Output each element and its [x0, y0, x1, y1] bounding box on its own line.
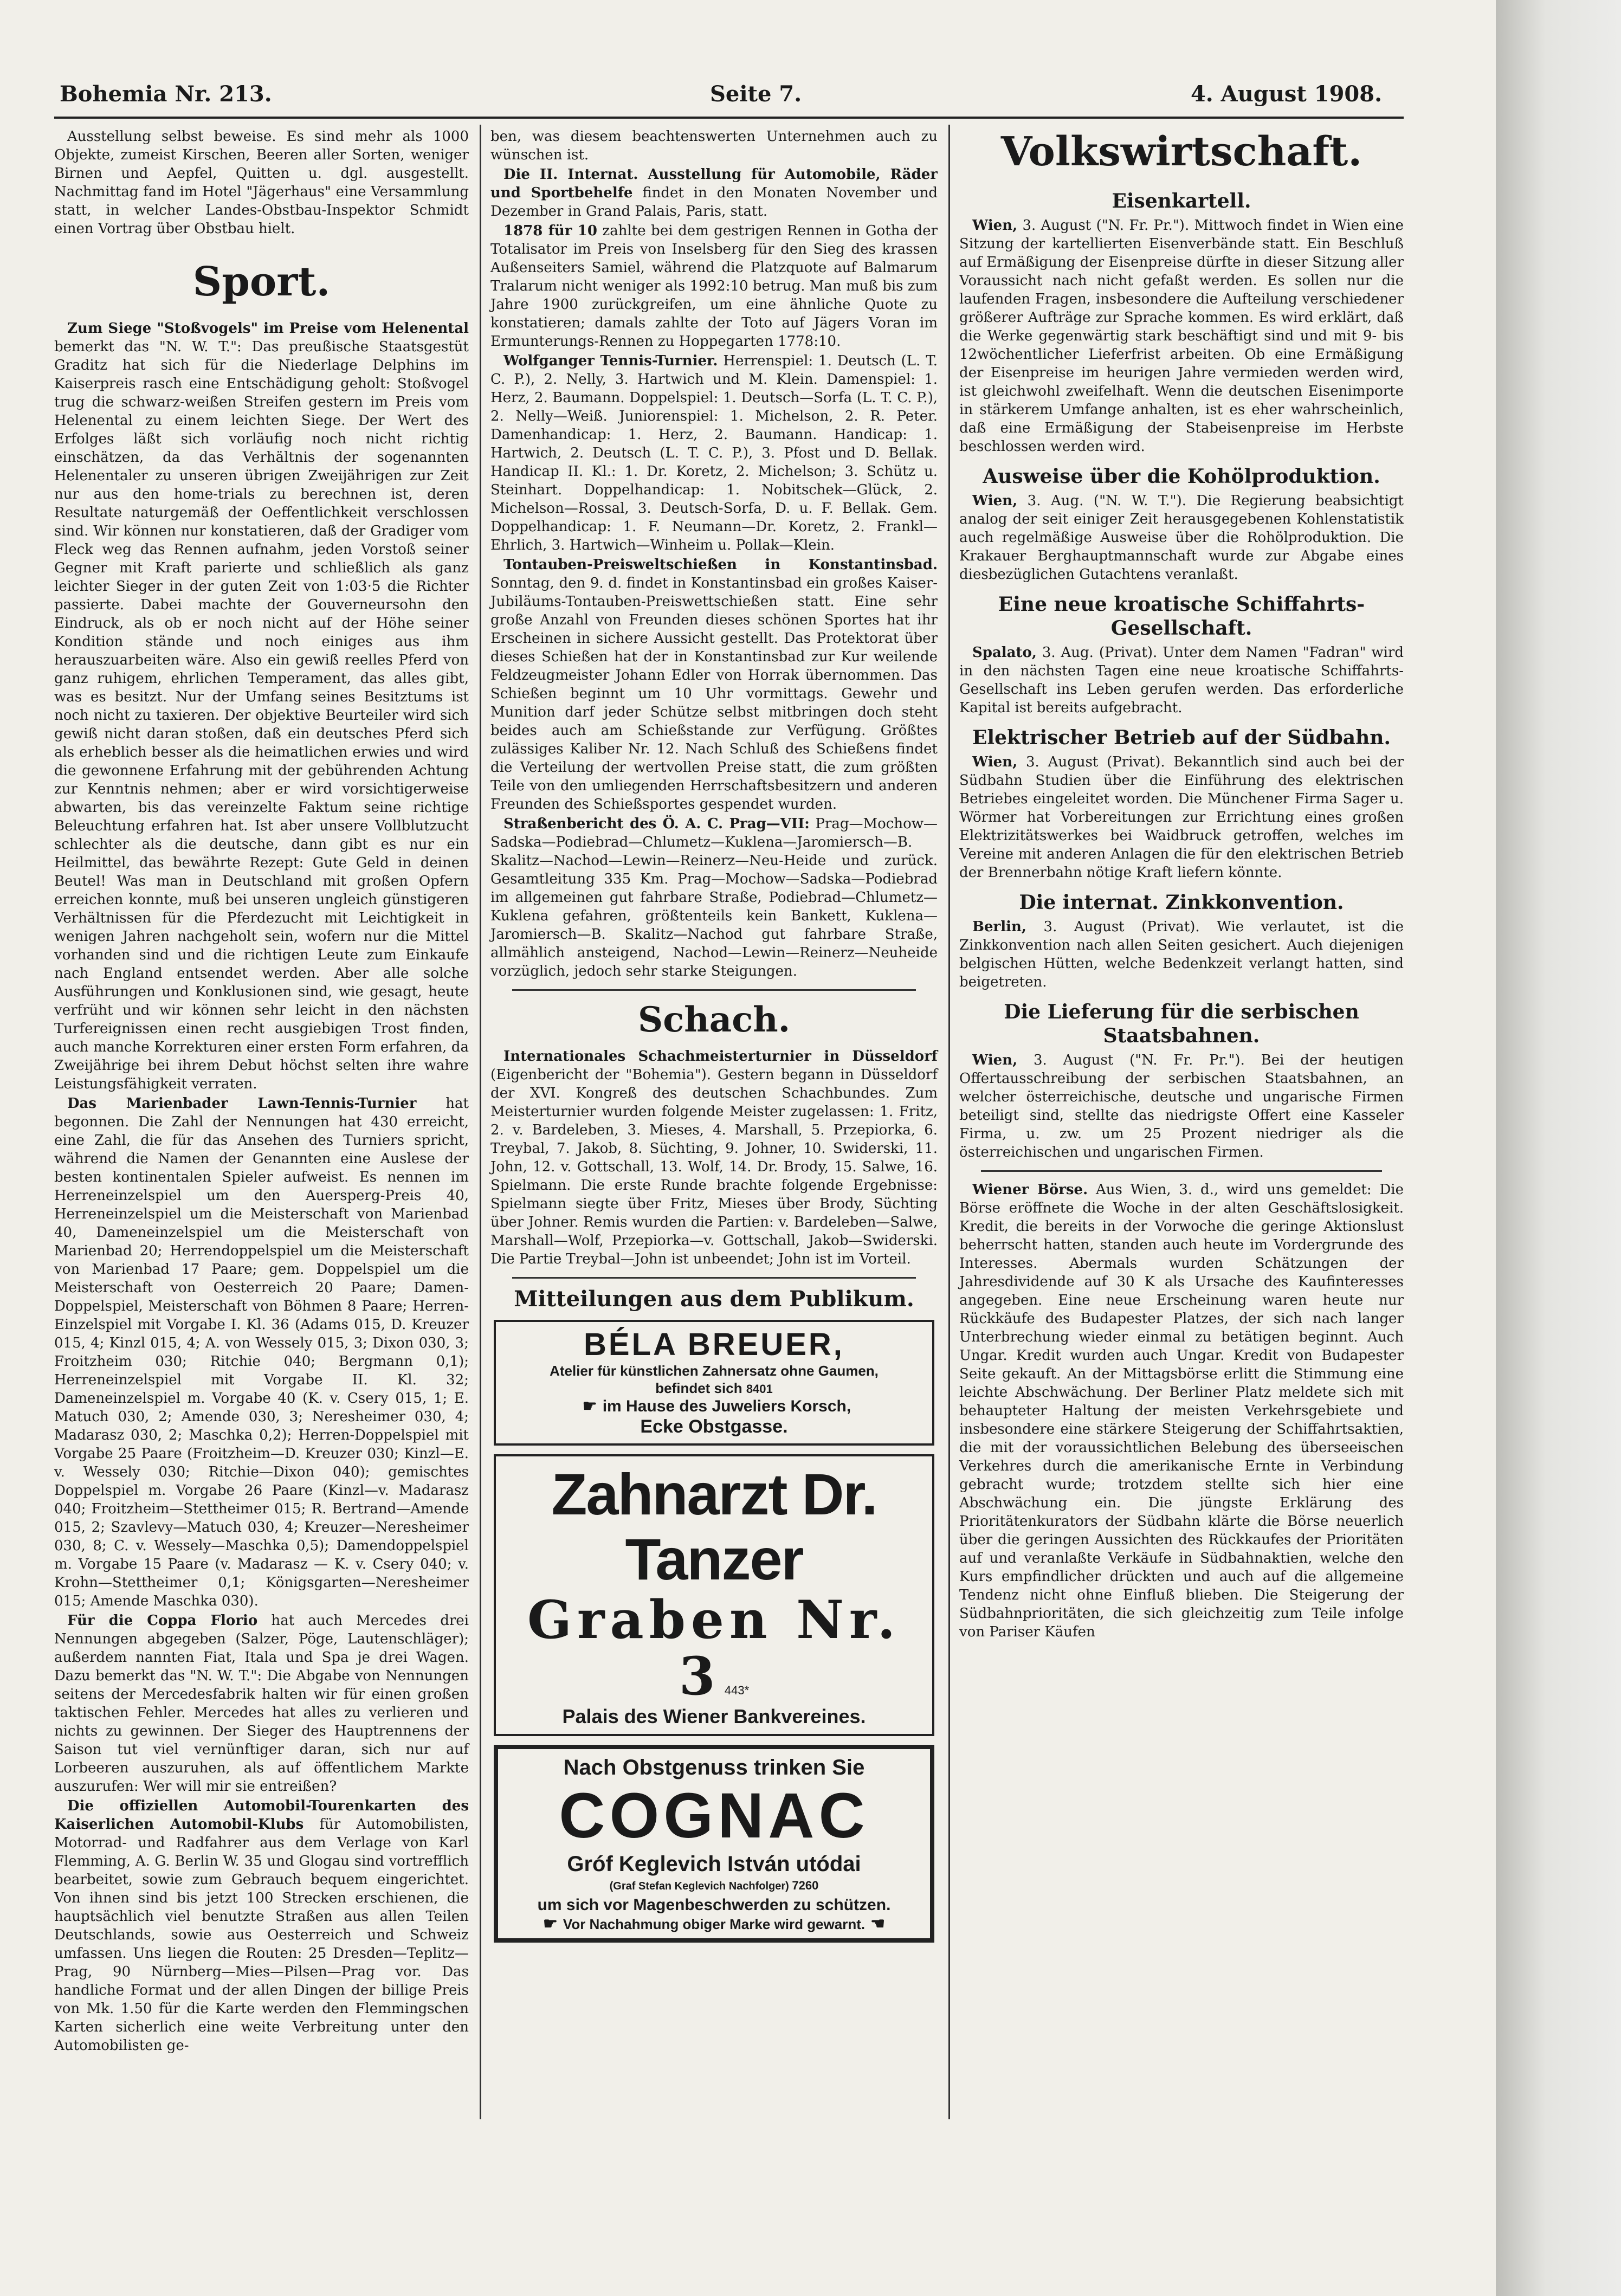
section-heading-sport: Sport. [192, 259, 331, 305]
article-kohoel [959, 492, 1404, 584]
article-body: 3. August (Privat). Wie verlautet, ist die Zinkkonvention nach allen Seiten gesichert. Auch diejenigen belgischen Hütten, welche Bedenkzeit verlangt hatten, sind beigetreten. [959, 919, 1404, 990]
article-wolfgang [490, 352, 938, 554]
article-lead: Die offiziellen Automobil-Tourenkarten des Kaiserlichen Automobil-Klubs [54, 1798, 469, 1833]
article-karten [54, 1797, 469, 2055]
article-lead: Spalato, [972, 644, 1037, 661]
ad-cognac-line3: ☛ Vor Nachahmung obiger Marke wird gewarnt. ☚ [543, 1915, 885, 1933]
header-rule [54, 117, 1404, 119]
subheading-elektrisch: Elektrischer Betrieb auf der Südbahn. [972, 726, 1391, 749]
header-page-number: Seite 7. [710, 81, 802, 107]
article-lead: Internationales Schachmeisterturnier in Düsseldorf [503, 1048, 938, 1065]
article-schiffahrt [959, 643, 1404, 717]
ad-cognac-line1: Nach Obstgenuss trinken Sie [563, 1756, 865, 1779]
article-text: Ausstellung selbst beweise. Es sind mehr als 1000 Objekte, zumeist Kirschen, Beeren aller Sorten, weniger Birnen und Aepfel, Quitten u. dgl. ausgestellt. Nachmittag fand im Hotel "Jägerhaus" eine Versammlung statt, in welcher Landes-Obstbau-Inspektor Schmidt einen Vortrag über Obstbau hielt. [54, 128, 469, 237]
divider [512, 1277, 916, 1279]
article-lieferung [959, 1051, 1404, 1162]
subheading-eisenkartell: Eisenkartell. [1112, 190, 1251, 212]
ad-cognac-brand: COGNAC [559, 1780, 869, 1852]
column-2 [490, 127, 938, 1951]
column-3 [959, 127, 1404, 1642]
article-coppa [54, 1611, 469, 1796]
article-1878 [490, 222, 938, 351]
article-lead: Zum Siege "Stoßvogels" im Preise vom Helenental [67, 320, 469, 337]
article-lead: Wien, [972, 217, 1018, 234]
header-date: 4. August 1908. [1190, 81, 1382, 107]
ad-breuer-line2: befindet sich 8401 [655, 1380, 773, 1396]
article-lead: Wien, [972, 1052, 1018, 1068]
article-lead: Wien, [972, 493, 1018, 509]
divider [512, 989, 916, 991]
ad-breuer-code: 8401 [746, 1382, 773, 1396]
article-marienbad [54, 1094, 469, 1610]
article-body: 3. Aug. ("N. W. T."). Die Regierung beabsichtigt analog der seit einiger Zeit herausgegebenen Kohlenstatistik auch regelmäßige Ausweise über die Rohölproduktion. Die Krakauer Berghauptmannschaft wurde zur Abgabe eines diesbezüglichen Gutachtens veranlaßt. [959, 493, 1404, 583]
article-body: zahlte bei dem gestrigen Rennen in Gotha der Totalisator im Preis von Inselsberg für den Sieg des krassen Außenseiters Samiel, während die Platzquote auf Balmarum Tralarum nicht weniger als 1992:10 betrug. Man muß bis zum Jahre 1900 zurückgreifen, um eine ähnliche Quote zu konstatieren; damals zahlte der Toto auf Jägers Voran im Ermunterungs-Rennen zu Hoppegarten 1778:10. [490, 223, 938, 350]
article-lead: Die II. Internat. Ausstellung für Automobile, Räder und Sportbehelfe [490, 166, 938, 201]
article-body: 3. August (Privat). Bekanntlich sind auch bei der Südbahn Studien über die Einführung des elektrischen Betriebes eingeleitet worden. Die Münchener Firma Sager u. Wörmer hat Vorbereitungen zur Errichtung eines großen Elektrizitätswerkes bei Waidbruck getroffen, welches im Vereine mit anderen Anlagen die für den elektrischen Betrieb der Brennerbahn nötige Kraft liefern könnte. [959, 754, 1404, 881]
article-stossvogel [54, 319, 469, 1093]
article-zink [959, 918, 1404, 991]
ad-cognac-line2: um sich vor Magenbeschwerden zu schützen. [537, 1896, 891, 1914]
article-body: Sonntag, den 9. d. findet in Konstantinsbad ein großes Kaiser-Jubiläums-Tontauben-Preiswettschießen statt. Eine sehr große Anzahl von Freunden dieses schönen Sportes hat ihr Erscheinen in sichere Aussicht gestellt. Das Protektorat über dieses Schießen hat der in Konstantinsbad zur Kur weilende Feldzeugmeister Johann Edler von Horrak übernommen. Das Schießen beginnt um 10 Uhr vormittags. Gewehr und Munition darf jeder Schütze selbst mitbringen doch steht beides auch am Schießstande zur Verfügung. Größtes zulässiges Kaliber Nr. 12. Nach Schluß des Schießens findet die Verteilung der wertvollen Preise statt, die zum größten Teile von den umliegenden Herrschaftsbesitzern und anderen Freunden des Schießsportes gespendet wurden. [490, 575, 938, 812]
article-lead: Das Marienbader Lawn-Tennis-Turnier [67, 1095, 417, 1112]
article-body: 3. August ("N. Fr. Pr."). Bei der heutigen Offertausschreibung der serbischen Staatsbahnen, an welcher österreichische, deutsche und ungarische Firmen beteiligt sind, stellte das niedrigste Offert eine Kasseler Firma, u. zw. um 25 Prozent niedriger als die österreichischen und ungarischen Firmen. [959, 1052, 1404, 1160]
divider [981, 1170, 1382, 1172]
article-body: Aus Wien, 3. d., wird uns gemeldet: Die Börse eröffnete die Woche in der alten Geschäftslosigkeit. Kredit, die bereits in der Vorwoche die geringe Aktionslust beherrscht hatten, standen auch heute im Vordergrunde des Interesses. Abermals wurden Schätzungen der Jahresdividende auf 30 K als Ursache des Kaufinteresses angegeben. Eine neue Erscheinung waren heute nur Rückkäufe des Budapester Platzes, der sich nach langer Unterbrechung wieder einmal zu betätigen beginnt. Auch Ungar. Kredit wurden auch Ungar. Kredit von Budapester Seite gekauft. An der Mittagsbörse erlitt die Stimmung eine leichte Abschwächung. Der Berliner Platz meldete sich mit behaupteter Haltung der meisten Verkehrsgebiete und insbesondere eine stärkere Steigerung der Schiffahrtsaktien, die mit der voraussichtlichen Belebung des überseeischen Verkehres durch die amerikanische Ernte in Verbindung gebracht wurde; trotzdem stellte sich hier eine Abschwächung ein. Die jüngste Erklärung des Prioritätenkurators der Südbahn klärte die Börse neuerlich über die geringen Aussichten des Rückkaufes der Prioritäten auf und veranlaßte Verkäufe in Südbahnaktien, welche den Kurs empfindlicher drückten und auch auf die allgemeine Tendenz nicht ohne Einfluß blieben. Die Steigerung der Südbahnprioritäten, die sich gleichzeitig zum Teile infolge von Pariser Käufen [959, 1182, 1404, 1640]
article-boerse [959, 1181, 1404, 1641]
article-lead: Tontauben-Preisweltschießen in Konstantinsbad. [503, 557, 938, 573]
ad-tanzer-line: Palais des Wiener Bankvereines. [562, 1705, 866, 1727]
ad-cognac-maker: Gróf Keglevich István utódai [567, 1852, 861, 1876]
article-lead: Wolfganger Tennis-Turnier. [503, 353, 718, 369]
article-body: hat auch Mercedes drei Nennungen abgegeben (Salzer, Pöge, Lautenschläger); außerdem nannten Fiat, Itala und Spa je drei Wagen. Dazu bemerkt das "N. W. T.": Die Abgabe von Nennungen seitens der Mercedesfabrik halten wir für einen großen taktischen Fehler. Mercedes hat alles zu verlieren und nichts zu gewinnen. Der Sieger des Hauptrennens der Saison tut viel vernünftiger daran, sich nur auf Lorbeeren auszuruhen, als auf öffentlichem Markte auszurufen: Wer will mir sie entreißen? [54, 1613, 469, 1795]
ad-tanzer-street: Graben Nr. 3 [527, 1589, 901, 1707]
column-rule-1 [480, 125, 481, 2119]
ad-tanzer-code: 443* [724, 1684, 750, 1697]
article-lead: 1878 für 10 [503, 223, 597, 239]
section-heading-mitteilungen: Mitteilungen aus dem Publikum. [514, 1286, 914, 1312]
section-heading-schach: Schach. [638, 999, 790, 1040]
pointing-hand-icon: ☚ [870, 1915, 885, 1933]
column-rule-2 [948, 125, 950, 2119]
article-ausstellung [490, 165, 938, 221]
article-body: (Eigenbericht der "Bohemia"). Gestern begann in Düsseldorf der XVI. Kongreß des deutschen Schachbundes. Zum Meisterturnier wurden folgende Meister zugelassen: 1. Fritz, 2. v. Bardeleben, 3. Mieses, 4. Marshall, 5. Przepiorka, 6. Treybal, 7. Jakob, 8. Süchting, 9. Johner, 10. Swiderski, 11. John, 12. v. Gottschall, 13. Wolf, 14. Dr. Brody, 15. Salwe, 16. Spielmann. Die erste Runde brachte folgende Ergebnisse: Spielmann siegte über Fritz, Mieses über Brody, Süchting über Johner. Remis wurden die Partien: v. Bardeleben—Salwe, Marshall—Wolf, Przepiorka—v. Gottschall, Jakob—Swiderski. Die Partie Treybal—John ist unbeendet; John ist im Vorteil. [490, 1067, 938, 1267]
ad-breuer-line4: Ecke Obstgasse. [640, 1416, 788, 1437]
article-eisen [959, 216, 1404, 456]
ad-tanzer-street-line [503, 1589, 925, 1707]
pointing-hand-icon: ☛ [543, 1915, 558, 1933]
article-elektrisch [959, 753, 1404, 882]
subheading-zink: Die internat. Zinkkonvention. [1019, 891, 1344, 914]
pointing-hand-icon: ☛ [582, 1397, 597, 1415]
scan-margin [1496, 0, 1621, 2296]
ad-tanzer-title: Zahnarzt Dr. Tanzer [551, 1461, 877, 1592]
ad-breuer-line1: Atelier für künstlichen Zahnersatz ohne Gaumen, [550, 1363, 879, 1379]
ad-cognac-code: 7260 [792, 1879, 819, 1892]
subheading-kohoel: Ausweise über die Kohölproduktion. [983, 465, 1380, 488]
header-paper-issue: Bohemia Nr. 213. [60, 81, 272, 107]
article-strassen [490, 815, 938, 981]
article-tontauben [490, 556, 938, 814]
advertisement-tanzer [494, 1454, 934, 1736]
article-lead: Berlin, [972, 919, 1026, 935]
article-body: Herrenspiel: 1. Deutsch (L. T. C. P.), 2. Nelly, 3. Hartwich und M. Klein. Damenspiel: 1. Herz, 2. Baumann. Doppelspiel: 1. Deutsch—Sorfa (L. T. C. P.), 2. Nelly—Weiß. Juniorenspiel: 1. Michelson, 2. R. Peter. Damenhandicap: 1. Herz, 2. Baumann. Handicap: 1. Hartwich, 2. Deutsch (L. T. C. P.), 3. Pfost und D. Bellak. Handicap II. Kl.: 1. Dr. Koretz, 2. Michelson; 3. Schütz u. Steinhart. Doppelhandicap: 1. Nobitschek—Glück, 2. Michelson—Rossal, 3. Deutsch-Sorfa, D. u. F. Bellak. Gem. Doppelhandicap: 1. F. Neumann—Dr. Koretz, 2. Frankl—Ehrlich, 3. Hartwich—Winheim u. Pollak—Klein. [490, 353, 938, 553]
article-lead: Für die Coppa Florio [67, 1613, 258, 1629]
advertisement-cognac [494, 1745, 934, 1943]
ad-cognac-sub-line: (Graf Stefan Keglevich Nachfolger) 7260 [609, 1879, 819, 1892]
article-body: für Automobilisten, Motorrad- und Radfahrer aus dem Verlage von Karl Flemming, A. G. Berlin W. 35 und Glogau sind vortrefflich bearbeitet, sowie zum Gebrauch bequem eingerichtet. Von ihnen sind bis jetzt 100 Strecken erschienen, die hauptsächlich viel benutzte Straßen aus allen Teilen Deutschlands, sowie aus Oesterreich und Schweiz umfassen. Uns liegen die Routen: 25 Dresden—Teplitz—Prag, 90 Nürnberg—Mies—Pilsen—Prag vor. Das handliche Format und der allen Dingen der billige Preis von Mk. 1.50 für die Karte werden den Flemmingschen Karten sicherlich eine weite Verbreitung unter den Automobilisten ge- [54, 1816, 469, 2054]
article-body: Prag—Mochow—Sadska—Podiebrad—Chlumetz—Kuklena—Jaromiersch—B. Skalitz—Nachod—Lewin—Reinerz—Neu-Heide und zurück. Gesamtleitung 335 Km. Prag—Mochow—Sadska—Podiebrad im allgemeinen gut fahrbare Straße, Podiebrad—Chlumetz—Kuklena gefahren, größtenteils kein Bankett, Kuklena—Jaromiersch—B. Skalitz—Nachod gut fahrbare Straße, allmählich ansteigend, Nachod—Lewin—Reinerz—Neuheide vorzüglich, jedoch sehr starke Steigungen. [490, 816, 938, 979]
article-body: 3. Aug. (Privat). Unter dem Namen "Fadran" wird in den nächsten Tagen eine neue kroatische Schiffahrts-Gesellschaft ins Leben gerufen werden. Das erforderliche Kapital ist bereits aufgebracht. [959, 644, 1404, 716]
article-body: hat begonnen. Die Zahl der Nennungen hat 430 erreicht, eine Zahl, die für das Ansehen des Turniers spricht, während die Namen der Genannten eine Auslese der besten kontinentalen Spieler aufweist. Es nennen im Herreneinzelspiel um den Auersperg-Preis 40, Herreneinzelspiel um die Meisterschaft von Marienbad 40, Dameneinzelspiel um die Meisterschaft von Marienbad 20; Herrendoppelspiel um die Meisterschaft von Marienbad 17 Paare; gem. Doppelspiel um die Meisterschaft von Oesterreich 20 Paare; Damen-Doppelspiel, Meisterschaft von Böhmen 8 Paare; Herren-Einzelspiel mit Vorgabe I. Kl. 36 (Adams 015, D. Kreuzer 015, 4; Kinzl 015, 4; A. von Wessely 015, 3; Dixon 030, 3; Froitzheim 030; Ritchie 040; Bergmann 0,1); Herreneinzelspiel mit Vorgabe II. Kl. 32; Dameneinzelspiel m. Vorgabe 40 (K. v. Csery 015, 1; E. Matuch 030, 2; Amende 030, 3; Neresheimer 030, 4; Madarasz 030, 2; Maschka 0,2); Herren-Doppelspiel mit Vorgabe 25 Paare (Froitzheim—D. Kreuzer 030; Kinzl—E. v. Wessely 030; Ritchie—Dixon 040); gemischtes Doppelspiel m. Vorgabe 26 Paare (Kinzl—v. Madarasz 040; Froitzheim—Stettheimer 015; R. Bertrand—Amende 015, 2; Szavlevy—Matuch 030, 4; Kreuzer—Neresheimer 030, 8; C. v. Wessely—Maschka 0,5); Damendoppelspiel m. Vorgabe 15 Paare (v. Madarasz — K. v. Csery 040; v. Krohn—Stettheimer 0,1; Königsgarten—Neresheimer 015; Amende Maschka 030). [54, 1095, 469, 1609]
ad-breuer-line3: ☛ im Hause des Juweliers Korsch, [582, 1397, 851, 1415]
article-text: ben, was diesem beachtenswerten Unternehmen auch zu wünschen ist. [490, 128, 938, 163]
article-schach [490, 1047, 938, 1268]
article-lead: Wiener Börse. [972, 1182, 1088, 1198]
advertisement-breuer [494, 1320, 934, 1446]
subheading-lieferung: Die Lieferung für die serbischen Staatsbahnen. [1004, 1001, 1359, 1047]
article-lead: Wien, [972, 754, 1018, 770]
article-lead: Straßenbericht des Ö. A. C. Prag—VII: [503, 816, 810, 832]
article-body: 3. August ("N. Fr. Pr."). Mittwoch findet in Wien eine Sitzung der kartellierten Eisenverbände statt. Ein Beschluß auf Ermäßigung der Eisenpreise dürfte in dieser Sitzung aller Voraussicht nach nicht gefaßt werden. Es sollen nur die laufenden Fragen, insbesondere die Aufteilung verschiedener größerer Aufträge zur Sprache kommen. Es wird erklärt, daß die Werke gegenwärtig stark beschäftigt sind und mit 9- bis 12wöchentlicher Lieferfrist arbeiten. Ob eine Ermäßigung der Eisenpreise im heurigen Jahre vermieden werden wird, ist gleichwohl zweifelhaft. Wenn die deutschen Eisenimporte in stärkerem Umfange anhalten, ist es eher wahrscheinlich, daß eine Ermäßigung der Stabeisenpreise im Herbste beschlossen werden wird. [959, 217, 1404, 455]
article-body: findet in den Monaten November und Dezember in Grand Palais, Paris, statt. [490, 185, 938, 220]
article-body: bemerkt das "N. W. T.": Das preußische Staatsgestüt Graditz hat sich für die Niederlage Delphins im Kaiserpreis rasch eine Entschädigung geholt: Stoßvogel trug die schwarz-weißen Streifen gestern im Preis vom Helenental zu einem leichten Siege. Der Wert des Erfolges läßt sich vorläufig noch nicht richtig einschätzen, da das Verhältnis der sogenannten Helenentaler zu unseren übrigen Zweijährigen zur Zeit nur aus den home-trials zu berechnen ist, deren Resultate naturgemäß der Oeffentlichkeit verschlossen sind. Wir können nur konstatieren, daß der Gradiger vom Fleck weg das Rennen aufnahm, jeden Vorstoß seiner Gegner mit Kraft parierte und schließlich als ganz leichter Sieger in der guten Zeit von 1:03·5 die Richter passierte. Dabei machte der Gouverneursohn den Eindruck, als ob er noch nicht auf der Höhe seiner Kondition stände und noch einiges aus ihm herauszuarbeiten wäre. Also ein gewiß reelles Pferd von ganz ruhigem, ehrlichen Temperament, das alles gibt, was es besitzt. Nur der Umfang seines Besitztums ist noch nicht zu taxieren. Der objektive Beurteiler wird sich gewiß nicht daran stoßen, daß ein deutsches Pferd sich als erheblich besser als die heimatlichen erwies und wird die gewonnene Erfahrung mit der gebührenden Achtung zur Kenntnis nehmen; aber er wird vorsichtigerweise abwarten, bis das vereinzelte Faktum seine richtige Beleuchtung erfahren hat. Ist aber unsere Vollblutzucht schlechter als die deutsche, dann gibt es nur ein Heilmittel, das bewährte Rezept: Gute Geld in deinen Beutel! Was man in Deutschland mit großen Opfern erreichen konnte, muß bei unseren ungleich günstigeren Verhältnissen für die Pferdezucht mit Leichtigkeit in wenigen Jahren nachgeholt sein, wofern nur die Mittel vorhanden sind und die richtigen Leute zum Einkaufe nach England entsendet werden. Aber alle solche Ausführungen und Konklusionen sind, wie gesagt, heute verfrüht und wir können sehr leicht in den nächsten Turfereignissen einen recht ausgiebigen Trost finden, auch manche Korrekturen einer ersten Form erfahren, da Zweijährige bei ihrem Debut höchst selten ihre wahre Leistungsfähigkeit verraten. [54, 339, 469, 1092]
page-header [54, 76, 1404, 114]
subheading-schiffahrt: Eine neue kroatische Schiffahrts-Gesellschaft. [998, 593, 1365, 640]
ad-breuer-name: BÉLA BREUER, [584, 1327, 844, 1362]
column-1 [54, 127, 469, 2056]
section-heading-volkswirtschaft: Volkswirtschaft. [1000, 128, 1362, 175]
